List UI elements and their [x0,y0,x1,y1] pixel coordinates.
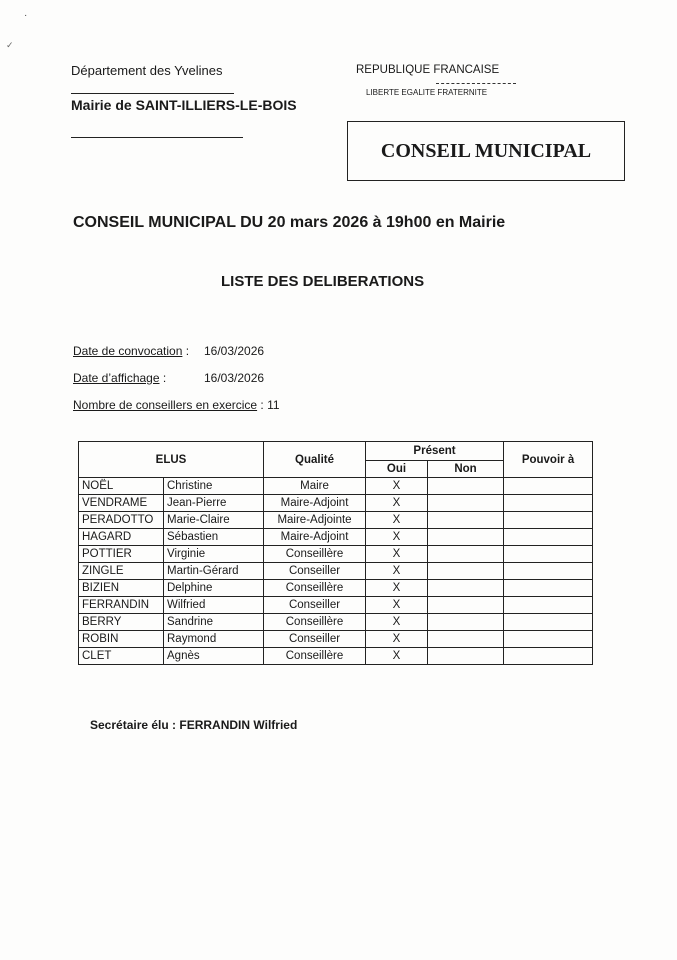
separator-line [436,83,516,85]
cell-nom: BERRY [79,614,164,631]
margin-dot: · [24,10,28,21]
cell-qualite: Conseiller [264,597,366,614]
cell-prenom: Jean-Pierre [164,495,264,512]
affichage-value: 16/03/2026 [204,371,265,385]
cell-pouvoir [504,563,593,580]
cell-pouvoir [504,512,593,529]
header-non: Non [428,461,504,478]
header-qualite: Qualité [264,442,366,478]
cell-qualite: Conseillère [264,546,366,563]
table-row [79,512,593,529]
cell-prenom: Virginie [164,546,264,563]
cell-pouvoir [504,546,593,563]
convocation-line [73,344,189,358]
header-elus: ELUS [79,442,264,478]
cell-prenom: Marie-Claire [164,512,264,529]
cell-nom: NOËL [79,478,164,495]
cell-nom: PERADOTTO [79,512,164,529]
cell-qualite: Conseiller [264,563,366,580]
table-row [79,478,593,495]
cell-nom: POTTIER [79,546,164,563]
cell-non [428,648,504,665]
cell-prenom: Sébastien [164,529,264,546]
cell-nom: VENDRAME [79,495,164,512]
cell-pouvoir [504,614,593,631]
header-pouvoir: Pouvoir à [504,442,593,478]
cell-pouvoir [504,631,593,648]
cell-non [428,512,504,529]
cell-oui: X [366,495,428,512]
secretaire-line [90,718,297,732]
cell-oui: X [366,478,428,495]
cell-qualite: Conseillère [264,648,366,665]
cell-qualite: Maire [264,478,366,495]
cell-oui: X [366,614,428,631]
cell-prenom: Wilfried [164,597,264,614]
cell-oui: X [366,597,428,614]
table-row [79,495,593,512]
cell-prenom: Delphine [164,580,264,597]
cell-oui: X [366,563,428,580]
table-row [79,614,593,631]
cell-pouvoir [504,529,593,546]
page-subtitle: LISTE DES DELIBERATIONS [221,273,425,290]
cell-non [428,563,504,580]
cell-oui: X [366,631,428,648]
conseil-municipal-box [347,121,625,181]
cell-pouvoir [504,580,593,597]
cell-prenom: Martin-Gérard [164,563,264,580]
convocation-sep: : [182,344,190,358]
cell-prenom: Christine [164,478,264,495]
cell-non [428,631,504,648]
cell-qualite: Maire-Adjointe [264,512,366,529]
cell-nom: CLET [79,648,164,665]
cell-non [428,478,504,495]
cell-nom: ROBIN [79,631,164,648]
conseillers-value: 11 [267,398,280,412]
conseillers-sep: : [257,398,268,412]
table-row [79,631,593,648]
affichage-sep: : [159,371,167,385]
cell-nom: BIZIEN [79,580,164,597]
cell-nom: ZINGLE [79,563,164,580]
secretaire-label: Secrétaire élu : [90,718,177,732]
conseillers-line [73,398,280,412]
cell-qualite: Conseillère [264,580,366,597]
cell-qualite: Maire-Adjoint [264,495,366,512]
departement-label: Département des Yvelines [71,63,223,78]
cell-prenom: Raymond [164,631,264,648]
cell-oui: X [366,648,428,665]
republique-label: REPUBLIQUE FRANCAISE [356,64,500,76]
table-row [79,597,593,614]
cell-pouvoir [504,597,593,614]
box-title: CONSEIL MUNICIPAL [380,139,592,162]
convocation-value: 16/03/2026 [204,344,265,358]
cell-oui: X [366,580,428,597]
table-row [79,563,593,580]
cell-pouvoir [504,648,593,665]
cell-pouvoir [504,478,593,495]
header-present: Présent [366,442,504,461]
cell-oui: X [366,529,428,546]
cell-oui: X [366,546,428,563]
table-row [79,546,593,563]
affichage-label: Date d’affichage [73,371,160,385]
conseillers-label: Nombre de conseillers en exercice [73,398,258,412]
cell-non [428,597,504,614]
secretaire-value: FERRANDIN Wilfried [179,718,298,732]
cell-prenom: Agnès [164,648,264,665]
table-row [79,529,593,546]
cell-non [428,614,504,631]
devise-label: LIBERTE EGALITE FRATERNITE [366,88,488,97]
cell-oui: X [366,512,428,529]
margin-tick: ✓ [6,40,14,50]
cell-nom: FERRANDIN [79,597,164,614]
cell-qualite: Conseillère [264,614,366,631]
affichage-line [73,371,166,385]
cell-non [428,546,504,563]
cell-prenom: Sandrine [164,614,264,631]
convocation-label: Date de convocation [73,344,183,358]
cell-qualite: Conseiller [264,631,366,648]
cell-non [428,580,504,597]
table-row [79,648,593,665]
cell-qualite: Maire-Adjoint [264,529,366,546]
cell-nom: HAGARD [79,529,164,546]
header-oui: Oui [366,461,428,478]
page-title: CONSEIL MUNICIPAL DU 20 mars 2026 à 19h00 en Mairie [73,214,506,231]
cell-pouvoir [504,495,593,512]
separator-line [71,137,243,138]
cell-non [428,495,504,512]
table-row [79,580,593,597]
elus-table [78,441,593,665]
cell-non [428,529,504,546]
mairie-name: Mairie de SAINT-ILLIERS-LE-BOIS [71,97,297,113]
separator-line [71,93,234,94]
